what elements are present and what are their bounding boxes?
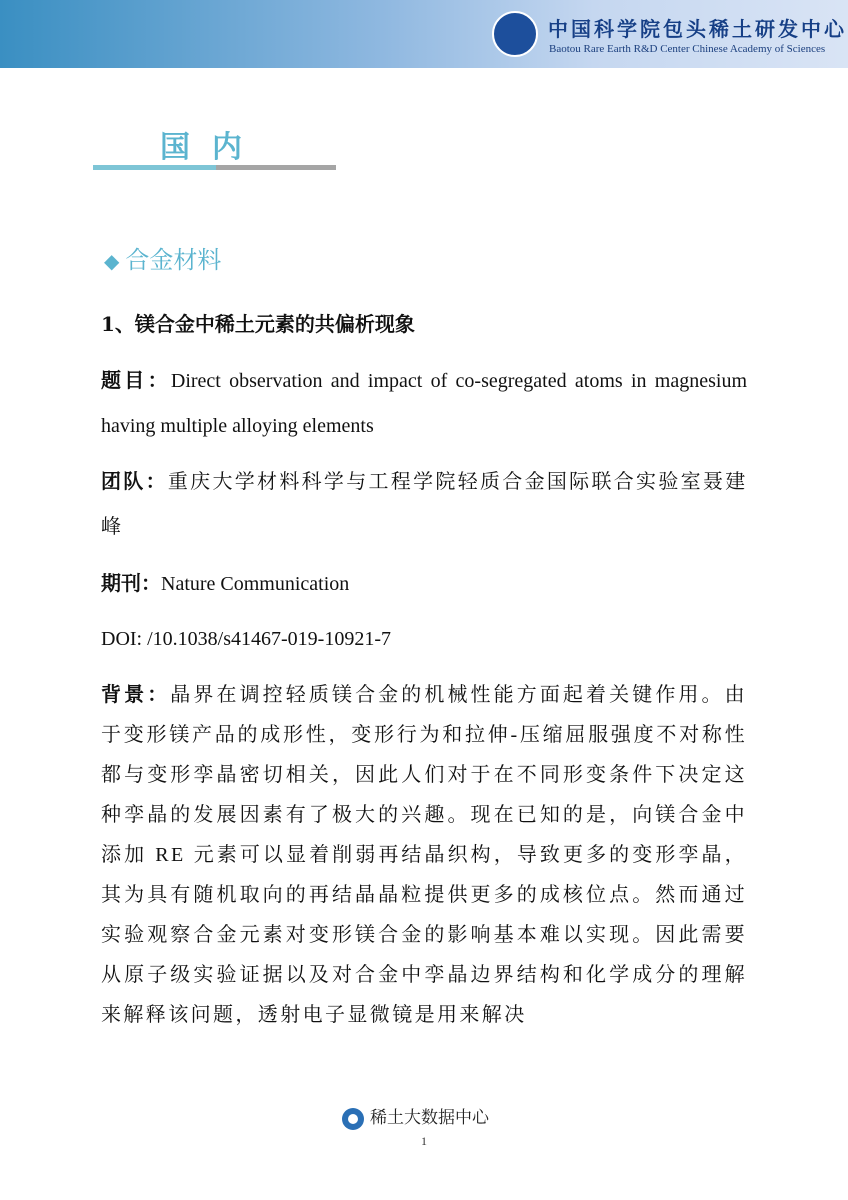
cas-logo-icon [492,11,538,57]
team-block [101,460,747,550]
page-header [0,0,848,68]
team-paragraph [101,460,747,550]
diamond-icon: ◆ [104,249,120,273]
article-title-paragraph [101,359,747,449]
journal-label: 期刊： [101,573,161,595]
journal-paragraph [101,562,747,607]
doi-block [101,617,747,662]
doi-text: DOI: /10.1038/s41467-019-10921-7 [101,628,391,650]
org-name-en: Baotou Rare Earth R&D Center Chinese Academy of Sciences [549,43,826,55]
background-label: 背景： [101,684,171,706]
journal-block [101,562,747,607]
big-data-center-logo-icon [342,1108,364,1130]
org-name-cn: 中国科学院包头稀土研发中心 [548,17,847,41]
footer-brand [342,1103,489,1130]
section-title: 国内 [160,130,264,165]
team-label: 团队： [101,471,168,493]
footer-brand-label: 稀土大数据中心 [370,1108,489,1128]
article-heading: 1、镁合金中稀土元素的共偏析现象 [101,312,415,336]
page-number: 1 [421,1134,427,1148]
title-value: Direct observation and impact of co-segregated atoms in magnesium having multiple alloying elements [101,370,748,437]
team-value: 重庆大学材料科学与工程学院轻质合金国际联合实验室聂建峰 [101,471,747,538]
title-label: 题目： [101,370,171,392]
background-value: 晶界在调控轻质镁合金的机械性能方面起着关键作用。由于变形镁产品的成形性，变形行为和拉伸-压缩屈服强度不对称性都与变形孪晶密切相关，因此人们对于在不同形变条件下决定这种孪晶的发展因素有了极大的兴趣。现在已知的是，向镁合金中添加 RE 元素可以显着削弱再结晶织构，导致更多的变形孪晶，其为具有随机取向的再结晶晶粒提供更多的成核位点。然而通过实验观察合金元素对变形镁合金的影响基本难以实现。因此需要从原子级实验证据以及对合金中孪晶边界结构和化学成分的理解来解释该问题，透射电子显微镜是用来解决 [101,684,748,1026]
subsection-heading [104,240,221,275]
title-underline-blue [93,165,216,170]
background-paragraph [101,675,747,1035]
journal-value: Nature Communication [161,573,350,595]
title-underline-gray [216,165,336,170]
background-block [101,675,747,1035]
subsection-label: 合金材料 [125,246,222,274]
article-title-block [101,359,747,449]
